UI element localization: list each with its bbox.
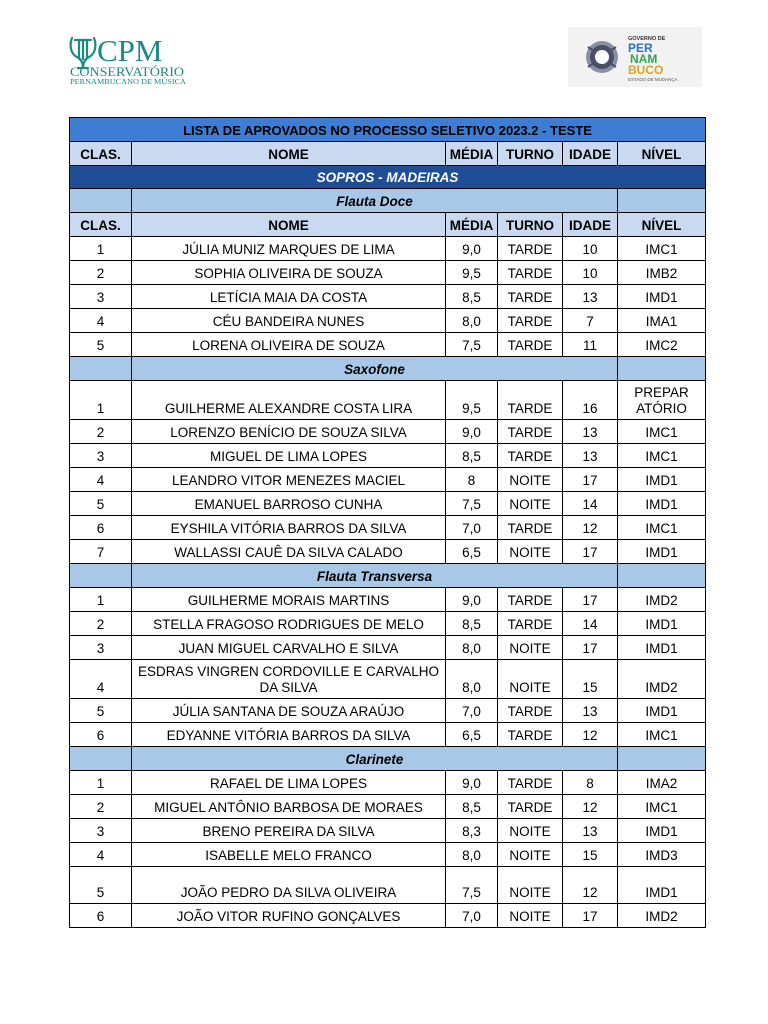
- table-row: [70, 285, 706, 309]
- cell-clas: 5: [70, 867, 132, 904]
- column-header-idade: IDADE: [563, 142, 618, 166]
- cpm-lyre-icon: [68, 30, 218, 86]
- cell-idade: 10: [563, 261, 618, 285]
- table-row: [70, 261, 706, 285]
- cell-nivel: IMD1: [618, 636, 706, 660]
- cell-idade: 11: [563, 333, 618, 357]
- cell-turno: TARDE: [498, 612, 563, 636]
- gov-slogan: ESTADO DE MUDANÇA: [628, 77, 678, 82]
- cell-idade: 13: [563, 444, 618, 468]
- table-row: [70, 699, 706, 723]
- gov-prefix: GOVERNO DE: [628, 36, 666, 42]
- cell-turno: TARDE: [498, 285, 563, 309]
- cell-turno: NOITE: [498, 660, 563, 699]
- cell-turno: TARDE: [498, 771, 563, 795]
- cell-media: 8,5: [446, 444, 498, 468]
- cell-clas: 5: [70, 492, 132, 516]
- cell-nome: MIGUEL ANTÔNIO BARBOSA DE MORAES: [132, 795, 446, 819]
- cell-media: 8: [446, 468, 498, 492]
- cell-nivel: IMD1: [618, 699, 706, 723]
- table-row: [70, 309, 706, 333]
- cell-media: 8,5: [446, 285, 498, 309]
- cell-clas: 4: [70, 468, 132, 492]
- cell-nome: CÉU BANDEIRA NUNES: [132, 309, 446, 333]
- table-row: [70, 420, 706, 444]
- group-spacer-nivel: [618, 189, 706, 213]
- table-title: LISTA DE APROVADOS NO PROCESSO SELETIVO 2023.2 - TESTE: [70, 118, 706, 142]
- cell-nome: STELLA FRAGOSO RODRIGUES DE MELO: [132, 612, 446, 636]
- cell-turno: NOITE: [498, 843, 563, 867]
- section-title: SOPROS - MADEIRAS: [70, 166, 706, 189]
- cell-idade: 12: [563, 516, 618, 540]
- cell-nivel: IMD1: [618, 468, 706, 492]
- group-spacer-nivel: [618, 564, 706, 588]
- cell-media: 9,5: [446, 381, 498, 420]
- cell-media: 9,0: [446, 420, 498, 444]
- column-header-media: MÉDIA: [446, 142, 498, 166]
- cell-media: 9,5: [446, 261, 498, 285]
- cell-turno: TARDE: [498, 588, 563, 612]
- cell-nome: JÚLIA SANTANA DE SOUZA ARAÚJO: [132, 699, 446, 723]
- cell-clas: 3: [70, 444, 132, 468]
- section-row: [70, 166, 706, 189]
- table-row: [70, 333, 706, 357]
- cell-turno: TARDE: [498, 261, 563, 285]
- cell-nivel: IMD2: [618, 588, 706, 612]
- cell-idade: 7: [563, 309, 618, 333]
- cell-idade: 10: [563, 237, 618, 261]
- column-header-nome: NOME: [132, 213, 446, 237]
- cell-nivel: IMC1: [618, 723, 706, 747]
- column-header-nivel: NÍVEL: [618, 213, 706, 237]
- cell-idade: 12: [563, 795, 618, 819]
- cell-nivel: IMD1: [618, 285, 706, 309]
- cell-nome: GUILHERME ALEXANDRE COSTA LIRA: [132, 381, 446, 420]
- column-header-row: [70, 213, 706, 237]
- table-row: [70, 867, 706, 904]
- table-row: [70, 237, 706, 261]
- cell-nivel: IMC1: [618, 516, 706, 540]
- cell-nome: LORENZO BENÍCIO DE SOUZA SILVA: [132, 420, 446, 444]
- cell-nome: LEANDRO VITOR MENEZES MACIEL: [132, 468, 446, 492]
- instrument-group-row: [70, 564, 706, 588]
- cell-turno: TARDE: [498, 723, 563, 747]
- gov-state-line-2: NAM: [630, 52, 658, 66]
- table-row: [70, 468, 706, 492]
- cell-nome: EMANUEL BARROSO CUNHA: [132, 492, 446, 516]
- group-spacer-nivel: [618, 747, 706, 771]
- cell-media: 8,0: [446, 843, 498, 867]
- table-title-row: [70, 118, 706, 142]
- cell-nivel: IMD3: [618, 843, 706, 867]
- instrument-group-title: Flauta Doce: [132, 189, 618, 213]
- cell-clas: 6: [70, 516, 132, 540]
- cell-media: 7,5: [446, 492, 498, 516]
- gov-state-line-3: BUCO: [628, 63, 664, 77]
- instrument-group-row: [70, 189, 706, 213]
- cell-nome: EDYANNE VITÓRIA BARROS DA SILVA: [132, 723, 446, 747]
- column-header-nome: NOME: [132, 142, 446, 166]
- cell-idade: 13: [563, 420, 618, 444]
- column-header-idade: IDADE: [563, 213, 618, 237]
- cpm-subtitle: PERNAMBUCANO DE MÚSICA: [70, 78, 186, 86]
- cell-media: 7,0: [446, 516, 498, 540]
- cell-nome: JOÃO VITOR RUFINO GONÇALVES: [132, 904, 446, 928]
- cell-clas: 1: [70, 771, 132, 795]
- cell-clas: 2: [70, 612, 132, 636]
- cell-nome: ISABELLE MELO FRANCO: [132, 843, 446, 867]
- table-row: [70, 904, 706, 928]
- table-row: [70, 819, 706, 843]
- cell-turno: TARDE: [498, 333, 563, 357]
- cell-turno: TARDE: [498, 699, 563, 723]
- cell-nome: JOÃO PEDRO DA SILVA OLIVEIRA: [132, 867, 446, 904]
- cell-media: 8,0: [446, 660, 498, 699]
- cell-media: 9,0: [446, 588, 498, 612]
- instrument-group-row: [70, 747, 706, 771]
- cell-turno: TARDE: [498, 444, 563, 468]
- cell-media: 7,0: [446, 904, 498, 928]
- group-spacer-nivel: [618, 357, 706, 381]
- cpm-acronym: CPM: [97, 33, 163, 68]
- cell-nome: MIGUEL DE LIMA LOPES: [132, 444, 446, 468]
- cell-media: 7,5: [446, 867, 498, 904]
- table-row: [70, 795, 706, 819]
- table-row: [70, 771, 706, 795]
- cell-idade: 13: [563, 819, 618, 843]
- cell-nivel: IMD2: [618, 660, 706, 699]
- table-body: [70, 118, 706, 928]
- cell-nivel: IMC1: [618, 420, 706, 444]
- cell-nome: BRENO PEREIRA DA SILVA: [132, 819, 446, 843]
- approved-list-table: [69, 117, 706, 928]
- cell-turno: NOITE: [498, 867, 563, 904]
- column-header-clas: CLAS.: [70, 142, 132, 166]
- cell-idade: 15: [563, 660, 618, 699]
- cell-clas: 3: [70, 636, 132, 660]
- cell-idade: 13: [563, 699, 618, 723]
- cell-nivel: IMD1: [618, 819, 706, 843]
- cell-nome: LETÍCIA MAIA DA COSTA: [132, 285, 446, 309]
- cell-media: 8,0: [446, 309, 498, 333]
- column-header-media: MÉDIA: [446, 213, 498, 237]
- cell-nivel: IMD1: [618, 867, 706, 904]
- cell-nivel: IMC1: [618, 795, 706, 819]
- cell-media: 7,0: [446, 699, 498, 723]
- gov-state-line-1: PER: [628, 41, 653, 55]
- cell-clas: 1: [70, 237, 132, 261]
- cell-media: 8,0: [446, 636, 498, 660]
- cell-nome: EYSHILA VITÓRIA BARROS DA SILVA: [132, 516, 446, 540]
- table-row: [70, 540, 706, 564]
- governo-pernambuco-logo: [568, 27, 702, 87]
- cell-turno: NOITE: [498, 540, 563, 564]
- cell-idade: 17: [563, 904, 618, 928]
- cell-clas: 2: [70, 795, 132, 819]
- cell-media: 8,5: [446, 612, 498, 636]
- cell-idade: 17: [563, 636, 618, 660]
- cell-clas: 4: [70, 843, 132, 867]
- cell-turno: NOITE: [498, 904, 563, 928]
- cell-nome: ESDRAS VINGREN CORDOVILLE E CARVALHO DA SILVA: [132, 660, 446, 699]
- cell-nome: JÚLIA MUNIZ MARQUES DE LIMA: [132, 237, 446, 261]
- cell-nivel: IMC1: [618, 237, 706, 261]
- cell-idade: 12: [563, 723, 618, 747]
- instrument-group-title: Clarinete: [132, 747, 618, 771]
- cell-idade: 14: [563, 612, 618, 636]
- cell-idade: 16: [563, 381, 618, 420]
- table-row: [70, 843, 706, 867]
- state-seal-icon: [586, 41, 618, 73]
- cell-clas: 4: [70, 660, 132, 699]
- table-row: [70, 492, 706, 516]
- cell-nivel: IMD2: [618, 904, 706, 928]
- cell-idade: 15: [563, 843, 618, 867]
- cell-turno: NOITE: [498, 819, 563, 843]
- cell-nivel: IMB2: [618, 261, 706, 285]
- cell-turno: NOITE: [498, 468, 563, 492]
- cell-clas: 3: [70, 285, 132, 309]
- cell-turno: NOITE: [498, 492, 563, 516]
- cell-clas: 2: [70, 261, 132, 285]
- cell-nivel: IMD1: [618, 492, 706, 516]
- cell-idade: 17: [563, 468, 618, 492]
- instrument-group-row: [70, 357, 706, 381]
- cell-idade: 14: [563, 492, 618, 516]
- cell-idade: 13: [563, 285, 618, 309]
- cell-turno: TARDE: [498, 381, 563, 420]
- cell-clas: 2: [70, 420, 132, 444]
- cell-nome: WALLASSI CAUÊ DA SILVA CALADO: [132, 540, 446, 564]
- cell-media: 8,5: [446, 795, 498, 819]
- table-row: [70, 636, 706, 660]
- cell-clas: 3: [70, 819, 132, 843]
- cell-idade: 12: [563, 867, 618, 904]
- column-header-turno: TURNO: [498, 213, 563, 237]
- cell-turno: TARDE: [498, 237, 563, 261]
- cell-turno: TARDE: [498, 516, 563, 540]
- cell-clas: 5: [70, 699, 132, 723]
- cell-nome: GUILHERME MORAIS MARTINS: [132, 588, 446, 612]
- table-row: [70, 516, 706, 540]
- cell-media: 7,5: [446, 333, 498, 357]
- cell-media: 9,0: [446, 771, 498, 795]
- column-header-row: [70, 142, 706, 166]
- group-spacer-clas: [70, 357, 132, 381]
- cell-idade: 17: [563, 588, 618, 612]
- cell-clas: 7: [70, 540, 132, 564]
- cell-nivel: IMA2: [618, 771, 706, 795]
- column-header-nivel: NÍVEL: [618, 142, 706, 166]
- cell-clas: 1: [70, 381, 132, 420]
- cell-nivel: IMD1: [618, 612, 706, 636]
- cell-nivel: IMC2: [618, 333, 706, 357]
- table-row: [70, 612, 706, 636]
- instrument-group-title: Flauta Transversa: [132, 564, 618, 588]
- cell-nivel: PREPARATÓRIO: [618, 381, 706, 420]
- group-spacer-clas: [70, 189, 132, 213]
- table-row: [70, 588, 706, 612]
- cell-turno: NOITE: [498, 636, 563, 660]
- cell-turno: TARDE: [498, 309, 563, 333]
- cell-nivel: IMD1: [618, 540, 706, 564]
- column-header-turno: TURNO: [498, 142, 563, 166]
- group-spacer-clas: [70, 747, 132, 771]
- cell-clas: 4: [70, 309, 132, 333]
- cell-nome: RAFAEL DE LIMA LOPES: [132, 771, 446, 795]
- cell-nivel: IMC1: [618, 444, 706, 468]
- table-row: [70, 660, 706, 699]
- group-spacer-clas: [70, 564, 132, 588]
- cell-media: 8,3: [446, 819, 498, 843]
- cell-turno: TARDE: [498, 420, 563, 444]
- instrument-group-title: Saxofone: [132, 357, 618, 381]
- cell-idade: 8: [563, 771, 618, 795]
- cell-nome: SOPHIA OLIVEIRA DE SOUZA: [132, 261, 446, 285]
- cell-clas: 1: [70, 588, 132, 612]
- cpm-logo: [68, 30, 218, 86]
- cell-clas: 6: [70, 723, 132, 747]
- column-header-clas: CLAS.: [70, 213, 132, 237]
- cell-media: 6,5: [446, 540, 498, 564]
- cell-clas: 5: [70, 333, 132, 357]
- cell-nivel: IMA1: [618, 309, 706, 333]
- cpm-name: CONSERVATÓRIO: [70, 64, 184, 79]
- table-row: [70, 381, 706, 420]
- cell-media: 6,5: [446, 723, 498, 747]
- cell-turno: TARDE: [498, 795, 563, 819]
- cell-nome: JUAN MIGUEL CARVALHO E SILVA: [132, 636, 446, 660]
- cell-clas: 6: [70, 904, 132, 928]
- cell-nome: LORENA OLIVEIRA DE SOUZA: [132, 333, 446, 357]
- cell-idade: 17: [563, 540, 618, 564]
- table-row: [70, 444, 706, 468]
- table-row: [70, 723, 706, 747]
- cell-media: 9,0: [446, 237, 498, 261]
